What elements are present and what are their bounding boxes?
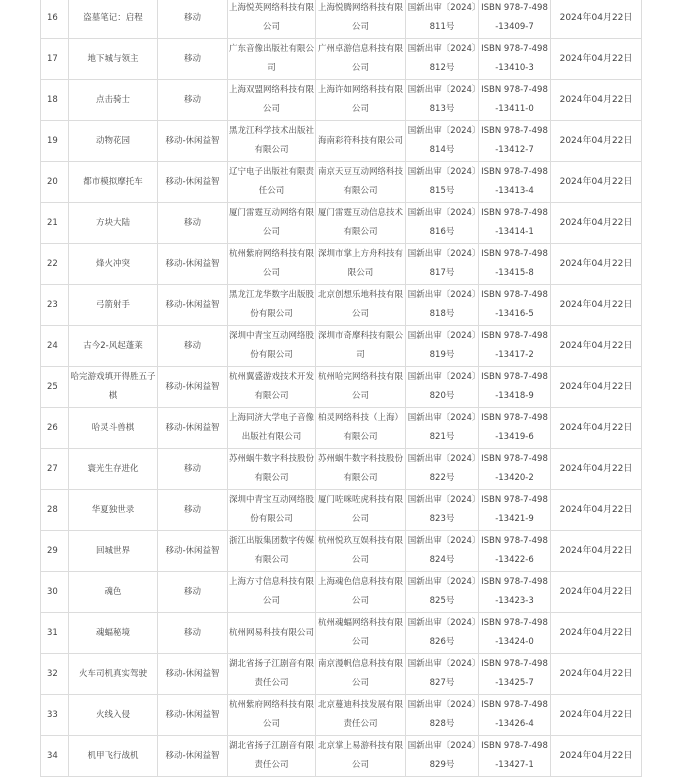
approval-date: 2024年04月22日 <box>551 244 642 285</box>
publisher-name: 湖北省扬子江剧音有限责任公司 <box>228 654 316 695</box>
game-category: 移动-休闲益智 <box>158 531 228 572</box>
approval-date: 2024年04月22日 <box>551 121 642 162</box>
table-row <box>41 326 642 367</box>
row-number: 17 <box>41 39 69 80</box>
approval-number: 国新出审〔2024〕815号 <box>406 162 479 203</box>
approval-date: 2024年04月22日 <box>551 80 642 121</box>
operator-name: 北京蔓迪科技发展有限责任公司 <box>316 695 406 736</box>
isbn-number: ISBN 978-7-498-13415-8 <box>479 244 551 285</box>
approval-date: 2024年04月22日 <box>551 654 642 695</box>
game-name: 哈完游戏填开得胜五子棋 <box>69 367 158 408</box>
row-number: 23 <box>41 285 69 326</box>
operator-name: 南京天豆互动网络科技有限公司 <box>316 162 406 203</box>
table-body <box>41 0 642 777</box>
approval-number: 国新出审〔2024〕829号 <box>406 736 479 777</box>
row-number: 16 <box>41 0 69 39</box>
game-name: 点击骑士 <box>69 80 158 121</box>
isbn-number: ISBN 978-7-498-13410-3 <box>479 39 551 80</box>
publisher-name: 上海方寸信息科技有限公司 <box>228 572 316 613</box>
isbn-number: ISBN 978-7-498-13423-3 <box>479 572 551 613</box>
publisher-name: 浙江出版集团数字传媒有限公司 <box>228 531 316 572</box>
game-category: 移动 <box>158 39 228 80</box>
approval-date: 2024年04月22日 <box>551 613 642 654</box>
row-number: 34 <box>41 736 69 777</box>
game-name: 寰光生存进化 <box>69 449 158 490</box>
approval-date: 2024年04月22日 <box>551 326 642 367</box>
row-number: 33 <box>41 695 69 736</box>
approval-number: 国新出审〔2024〕814号 <box>406 121 479 162</box>
approval-number: 国新出审〔2024〕822号 <box>406 449 479 490</box>
publisher-name: 广东音像出版社有限公司 <box>228 39 316 80</box>
approval-number: 国新出审〔2024〕825号 <box>406 572 479 613</box>
game-name: 魂蝠秘境 <box>69 613 158 654</box>
isbn-number: ISBN 978-7-498-13422-6 <box>479 531 551 572</box>
row-number: 18 <box>41 80 69 121</box>
row-number: 19 <box>41 121 69 162</box>
approval-date: 2024年04月22日 <box>551 449 642 490</box>
approval-number: 国新出审〔2024〕826号 <box>406 613 479 654</box>
operator-name: 上海许如网络科技有限公司 <box>316 80 406 121</box>
approval-number: 国新出审〔2024〕824号 <box>406 531 479 572</box>
game-category: 移动-休闲益智 <box>158 367 228 408</box>
operator-name: 厦门咗咪咗虎科技有限公司 <box>316 490 406 531</box>
publisher-name: 黑龙江科学技术出版社有限公司 <box>228 121 316 162</box>
table-row <box>41 80 642 121</box>
isbn-number: ISBN 978-7-498-13421-9 <box>479 490 551 531</box>
operator-name: 北京创想乐地科技有限公司 <box>316 285 406 326</box>
publisher-name: 辽宁电子出版社有限责任公司 <box>228 162 316 203</box>
game-approval-list <box>40 0 641 777</box>
row-number: 26 <box>41 408 69 449</box>
row-number: 24 <box>41 326 69 367</box>
game-category: 移动-休闲益智 <box>158 695 228 736</box>
isbn-number: ISBN 978-7-498-13409-7 <box>479 0 551 39</box>
row-number: 30 <box>41 572 69 613</box>
isbn-number: ISBN 978-7-498-13412-7 <box>479 121 551 162</box>
approval-date: 2024年04月22日 <box>551 408 642 449</box>
approval-number: 国新出审〔2024〕823号 <box>406 490 479 531</box>
publisher-name: 上海双盟网络科技有限公司 <box>228 80 316 121</box>
operator-name: 上海悦腾网络科技有限公司 <box>316 0 406 39</box>
game-name: 动物花园 <box>69 121 158 162</box>
table-row <box>41 121 642 162</box>
operator-name: 杭州哈完网络科技有限公司 <box>316 367 406 408</box>
table-row <box>41 695 642 736</box>
publisher-name: 上海悦英网络科技有限公司 <box>228 0 316 39</box>
game-category: 移动-休闲益智 <box>158 162 228 203</box>
operator-name: 北京掌上易游科技有限公司 <box>316 736 406 777</box>
operator-name: 上海魂色信息科技有限公司 <box>316 572 406 613</box>
table-row <box>41 531 642 572</box>
approval-date: 2024年04月22日 <box>551 531 642 572</box>
publisher-name: 深圳中青宝互动网络股份有限公司 <box>228 490 316 531</box>
approval-date: 2024年04月22日 <box>551 39 642 80</box>
row-number: 22 <box>41 244 69 285</box>
game-category: 移动 <box>158 0 228 39</box>
row-number: 21 <box>41 203 69 244</box>
game-category: 移动 <box>158 449 228 490</box>
game-name: 华夏独世录 <box>69 490 158 531</box>
approval-date: 2024年04月22日 <box>551 203 642 244</box>
isbn-number: ISBN 978-7-498-13417-2 <box>479 326 551 367</box>
row-number: 29 <box>41 531 69 572</box>
table-row <box>41 449 642 490</box>
operator-name: 海南彩符科技有限公司 <box>316 121 406 162</box>
approval-date: 2024年04月22日 <box>551 490 642 531</box>
publisher-name: 上海同济大学电子音像出版社有限公司 <box>228 408 316 449</box>
game-name: 古今2-风起蓬莱 <box>69 326 158 367</box>
approval-date: 2024年04月22日 <box>551 572 642 613</box>
table-row <box>41 244 642 285</box>
game-name: 方块大陆 <box>69 203 158 244</box>
approval-number: 国新出审〔2024〕818号 <box>406 285 479 326</box>
approval-number: 国新出审〔2024〕821号 <box>406 408 479 449</box>
approval-date: 2024年04月22日 <box>551 162 642 203</box>
game-category: 移动 <box>158 572 228 613</box>
publisher-name: 厦门雷霆互动网络有限公司 <box>228 203 316 244</box>
game-name: 火线入侵 <box>69 695 158 736</box>
game-category: 移动 <box>158 326 228 367</box>
publisher-name: 杭州翼盛游戏技术开发有限公司 <box>228 367 316 408</box>
table-row <box>41 39 642 80</box>
publisher-name: 苏州蜗牛数字科技股份有限公司 <box>228 449 316 490</box>
game-category: 移动 <box>158 490 228 531</box>
isbn-number: ISBN 978-7-498-13420-2 <box>479 449 551 490</box>
game-name: 都市模拟摩托车 <box>69 162 158 203</box>
operator-name: 杭州魂蝠网络科技有限公司 <box>316 613 406 654</box>
operator-name: 深圳市掌上方舟科技有限公司 <box>316 244 406 285</box>
table-row <box>41 203 642 244</box>
approval-number: 国新出审〔2024〕812号 <box>406 39 479 80</box>
game-name: 盗墓笔记：启程 <box>69 0 158 39</box>
table-row <box>41 285 642 326</box>
publisher-name: 杭州紫府网络科技有限公司 <box>228 244 316 285</box>
table-row <box>41 367 642 408</box>
row-number: 31 <box>41 613 69 654</box>
game-category: 移动 <box>158 80 228 121</box>
isbn-number: ISBN 978-7-498-13424-0 <box>479 613 551 654</box>
game-category: 移动-休闲益智 <box>158 408 228 449</box>
game-category: 移动-休闲益智 <box>158 244 228 285</box>
isbn-number: ISBN 978-7-498-13425-7 <box>479 654 551 695</box>
operator-name: 深圳市奇摩科技有限公司 <box>316 326 406 367</box>
approval-date: 2024年04月22日 <box>551 736 642 777</box>
approval-date: 2024年04月22日 <box>551 367 642 408</box>
approval-number: 国新出审〔2024〕820号 <box>406 367 479 408</box>
row-number: 25 <box>41 367 69 408</box>
game-name: 魂色 <box>69 572 158 613</box>
isbn-number: ISBN 978-7-498-13418-9 <box>479 367 551 408</box>
approval-number: 国新出审〔2024〕827号 <box>406 654 479 695</box>
publisher-name: 湖北省扬子江剧音有限责任公司 <box>228 736 316 777</box>
operator-name: 厦门雷霆互动信息技术有限公司 <box>316 203 406 244</box>
game-category: 移动-休闲益智 <box>158 736 228 777</box>
game-category: 移动 <box>158 203 228 244</box>
table-row <box>41 162 642 203</box>
approval-number: 国新出审〔2024〕819号 <box>406 326 479 367</box>
approval-number: 国新出审〔2024〕813号 <box>406 80 479 121</box>
approval-date: 2024年04月22日 <box>551 0 642 39</box>
game-category: 移动 <box>158 613 228 654</box>
row-number: 27 <box>41 449 69 490</box>
table-row <box>41 613 642 654</box>
game-name: 回城世界 <box>69 531 158 572</box>
row-number: 20 <box>41 162 69 203</box>
approval-date: 2024年04月22日 <box>551 695 642 736</box>
table-row <box>41 490 642 531</box>
isbn-number: ISBN 978-7-498-13413-4 <box>479 162 551 203</box>
game-name: 火车司机真实驾驶 <box>69 654 158 695</box>
approval-table <box>40 0 642 777</box>
row-number: 28 <box>41 490 69 531</box>
isbn-number: ISBN 978-7-498-13414-1 <box>479 203 551 244</box>
approval-number: 国新出审〔2024〕828号 <box>406 695 479 736</box>
table-row <box>41 0 642 39</box>
table-row <box>41 572 642 613</box>
approval-number: 国新出审〔2024〕817号 <box>406 244 479 285</box>
isbn-number: ISBN 978-7-498-13416-5 <box>479 285 551 326</box>
isbn-number: ISBN 978-7-498-13426-4 <box>479 695 551 736</box>
operator-name: 杭州悦玖互娱科技有限公司 <box>316 531 406 572</box>
table-row <box>41 736 642 777</box>
game-category: 移动-休闲益智 <box>158 285 228 326</box>
isbn-number: ISBN 978-7-498-13427-1 <box>479 736 551 777</box>
publisher-name: 深圳中青宝互动网络股份有限公司 <box>228 326 316 367</box>
row-number: 32 <box>41 654 69 695</box>
game-name: 烽火冲突 <box>69 244 158 285</box>
isbn-number: ISBN 978-7-498-13419-6 <box>479 408 551 449</box>
operator-name: 柏灵网络科技（上海）有限公司 <box>316 408 406 449</box>
approval-number: 国新出审〔2024〕811号 <box>406 0 479 39</box>
game-name: 哈灵斗兽棋 <box>69 408 158 449</box>
game-name: 机甲飞行战机 <box>69 736 158 777</box>
operator-name: 苏州蜗牛数字科技股份有限公司 <box>316 449 406 490</box>
game-name: 弓箭射手 <box>69 285 158 326</box>
operator-name: 广州卓游信息科技有限公司 <box>316 39 406 80</box>
game-category: 移动-休闲益智 <box>158 654 228 695</box>
table-row <box>41 654 642 695</box>
publisher-name: 杭州网易科技有限公司 <box>228 613 316 654</box>
operator-name: 南京漫帆信息科技有限公司 <box>316 654 406 695</box>
isbn-number: ISBN 978-7-498-13411-0 <box>479 80 551 121</box>
approval-number: 国新出审〔2024〕816号 <box>406 203 479 244</box>
game-category: 移动-休闲益智 <box>158 121 228 162</box>
publisher-name: 黑龙江龙华数字出版股份有限公司 <box>228 285 316 326</box>
game-name: 地下城与领主 <box>69 39 158 80</box>
table-row <box>41 408 642 449</box>
publisher-name: 杭州紫府网络科技有限公司 <box>228 695 316 736</box>
approval-date: 2024年04月22日 <box>551 285 642 326</box>
